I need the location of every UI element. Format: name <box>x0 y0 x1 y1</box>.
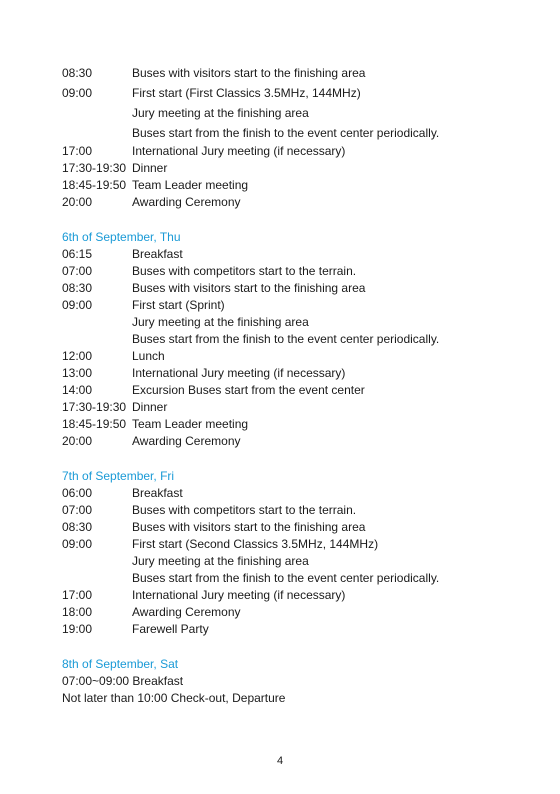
schedule-row <box>62 348 522 365</box>
schedule-time: 17:00 <box>62 588 93 602</box>
schedule-row <box>62 399 522 416</box>
schedule-row <box>62 553 522 570</box>
schedule-row <box>62 297 522 314</box>
schedule-block-continued <box>62 63 522 211</box>
schedule-time: 20:00 <box>62 195 93 209</box>
schedule-desc: Breakfast <box>132 247 183 261</box>
schedule-time: 07:00 <box>62 264 93 278</box>
day-section-thu <box>62 229 522 450</box>
schedule-row <box>62 416 522 433</box>
schedule-desc: Buses with competitors start to the terrain. <box>132 264 357 278</box>
schedule-row <box>62 331 522 348</box>
schedule-time: 20:00 <box>62 434 93 448</box>
schedule-row <box>62 263 522 280</box>
schedule-time: 06:00 <box>62 486 93 500</box>
schedule-time <box>62 314 132 331</box>
schedule-desc: Buses with competitors start to the terrain. <box>132 503 357 517</box>
schedule-desc: Awarding Ceremony <box>132 605 241 619</box>
schedule-row <box>62 433 522 450</box>
schedule-desc: Dinner <box>132 400 168 414</box>
schedule-desc: Excursion Buses start from the event center <box>132 383 365 397</box>
schedule-desc: Buses start from the finish to the event center periodically. <box>132 126 440 140</box>
schedule-time <box>62 570 132 587</box>
schedule-time: 08:30 <box>62 520 93 534</box>
schedule-time <box>62 103 132 123</box>
schedule-desc: Awarding Ceremony <box>132 195 241 209</box>
schedule-desc: Lunch <box>132 349 165 363</box>
schedule-time: 08:30 <box>62 66 93 80</box>
schedule-time: 13:00 <box>62 366 93 380</box>
schedule-time: 12:00 <box>62 349 93 363</box>
schedule-desc: International Jury meeting (if necessary) <box>132 144 346 158</box>
schedule-desc: Jury meeting at the finishing area <box>132 554 309 568</box>
schedule-row <box>62 485 522 502</box>
schedule-desc: Breakfast <box>132 486 183 500</box>
schedule-row <box>62 194 522 211</box>
schedule-row <box>62 246 522 263</box>
schedule-line: Not later than 10:00 Check-out, Departure <box>62 691 286 705</box>
schedule-row <box>62 536 522 553</box>
schedule-row <box>62 502 522 519</box>
day-section-fri <box>62 468 522 638</box>
schedule-time: 18:45-19:50 <box>62 417 127 431</box>
schedule-time <box>62 123 132 143</box>
schedule-desc: Farewell Party <box>132 622 209 636</box>
schedule-desc: First start (First Classics 3.5MHz, 144MHz) <box>132 86 361 100</box>
schedule-desc: International Jury meeting (if necessary) <box>132 366 346 380</box>
schedule-row <box>62 604 522 621</box>
schedule-row <box>62 382 522 399</box>
schedule-row <box>62 570 522 587</box>
schedule-desc: First start (Second Classics 3.5MHz, 144MHz) <box>132 537 379 551</box>
schedule-desc: Team Leader meeting <box>132 417 249 431</box>
schedule-desc: Jury meeting at the finishing area <box>132 315 309 329</box>
schedule-row <box>62 587 522 604</box>
schedule-time <box>62 331 132 348</box>
schedule-time: 19:00 <box>62 622 93 636</box>
day-section-sat <box>62 656 522 707</box>
schedule-row <box>62 123 522 143</box>
schedule-time <box>62 553 132 570</box>
schedule-desc: First start (Sprint) <box>132 298 225 312</box>
schedule-page <box>62 63 522 707</box>
schedule-row <box>62 143 522 160</box>
schedule-line: 07:00~09:00 Breakfast <box>62 674 184 688</box>
schedule-time: 06:15 <box>62 247 93 261</box>
schedule-time: 17:30-19:30 <box>62 161 127 175</box>
schedule-time: 17:30-19:30 <box>62 400 127 414</box>
schedule-time: 18:45-19:50 <box>62 178 127 192</box>
schedule-row <box>62 519 522 536</box>
day-heading: 6th of September, Thu <box>62 230 181 244</box>
schedule-desc: Buses with visitors start to the finishing area <box>132 66 366 80</box>
schedule-desc: Buses start from the finish to the event center periodically. <box>132 332 440 346</box>
schedule-time: 09:00 <box>62 537 93 551</box>
schedule-desc: Dinner <box>132 161 168 175</box>
schedule-time: 09:00 <box>62 86 93 100</box>
schedule-desc: Buses with visitors start to the finishing area <box>132 520 366 534</box>
schedule-desc: International Jury meeting (if necessary) <box>132 588 346 602</box>
schedule-time: 14:00 <box>62 383 93 397</box>
schedule-time: 07:00 <box>62 503 93 517</box>
schedule-row <box>62 160 522 177</box>
schedule-time: 08:30 <box>62 281 93 295</box>
schedule-row <box>62 621 522 638</box>
schedule-row <box>62 365 522 382</box>
schedule-desc: Buses start from the finish to the event center periodically. <box>132 571 440 585</box>
page-number: 4 <box>276 755 284 767</box>
day-heading: 7th of September, Fri <box>62 469 175 483</box>
schedule-time: 09:00 <box>62 298 93 312</box>
schedule-row <box>62 103 522 123</box>
schedule-desc: Team Leader meeting <box>132 178 249 192</box>
schedule-desc: Awarding Ceremony <box>132 434 241 448</box>
schedule-row <box>62 314 522 331</box>
day-heading: 8th of September, Sat <box>62 657 179 671</box>
schedule-row <box>62 280 522 297</box>
schedule-desc: Jury meeting at the finishing area <box>132 106 309 120</box>
schedule-time: 18:00 <box>62 605 93 619</box>
schedule-time: 17:00 <box>62 144 93 158</box>
schedule-row <box>62 177 522 194</box>
schedule-row <box>62 83 522 103</box>
schedule-desc: Buses with visitors start to the finishing area <box>132 281 366 295</box>
schedule-row <box>62 63 522 83</box>
